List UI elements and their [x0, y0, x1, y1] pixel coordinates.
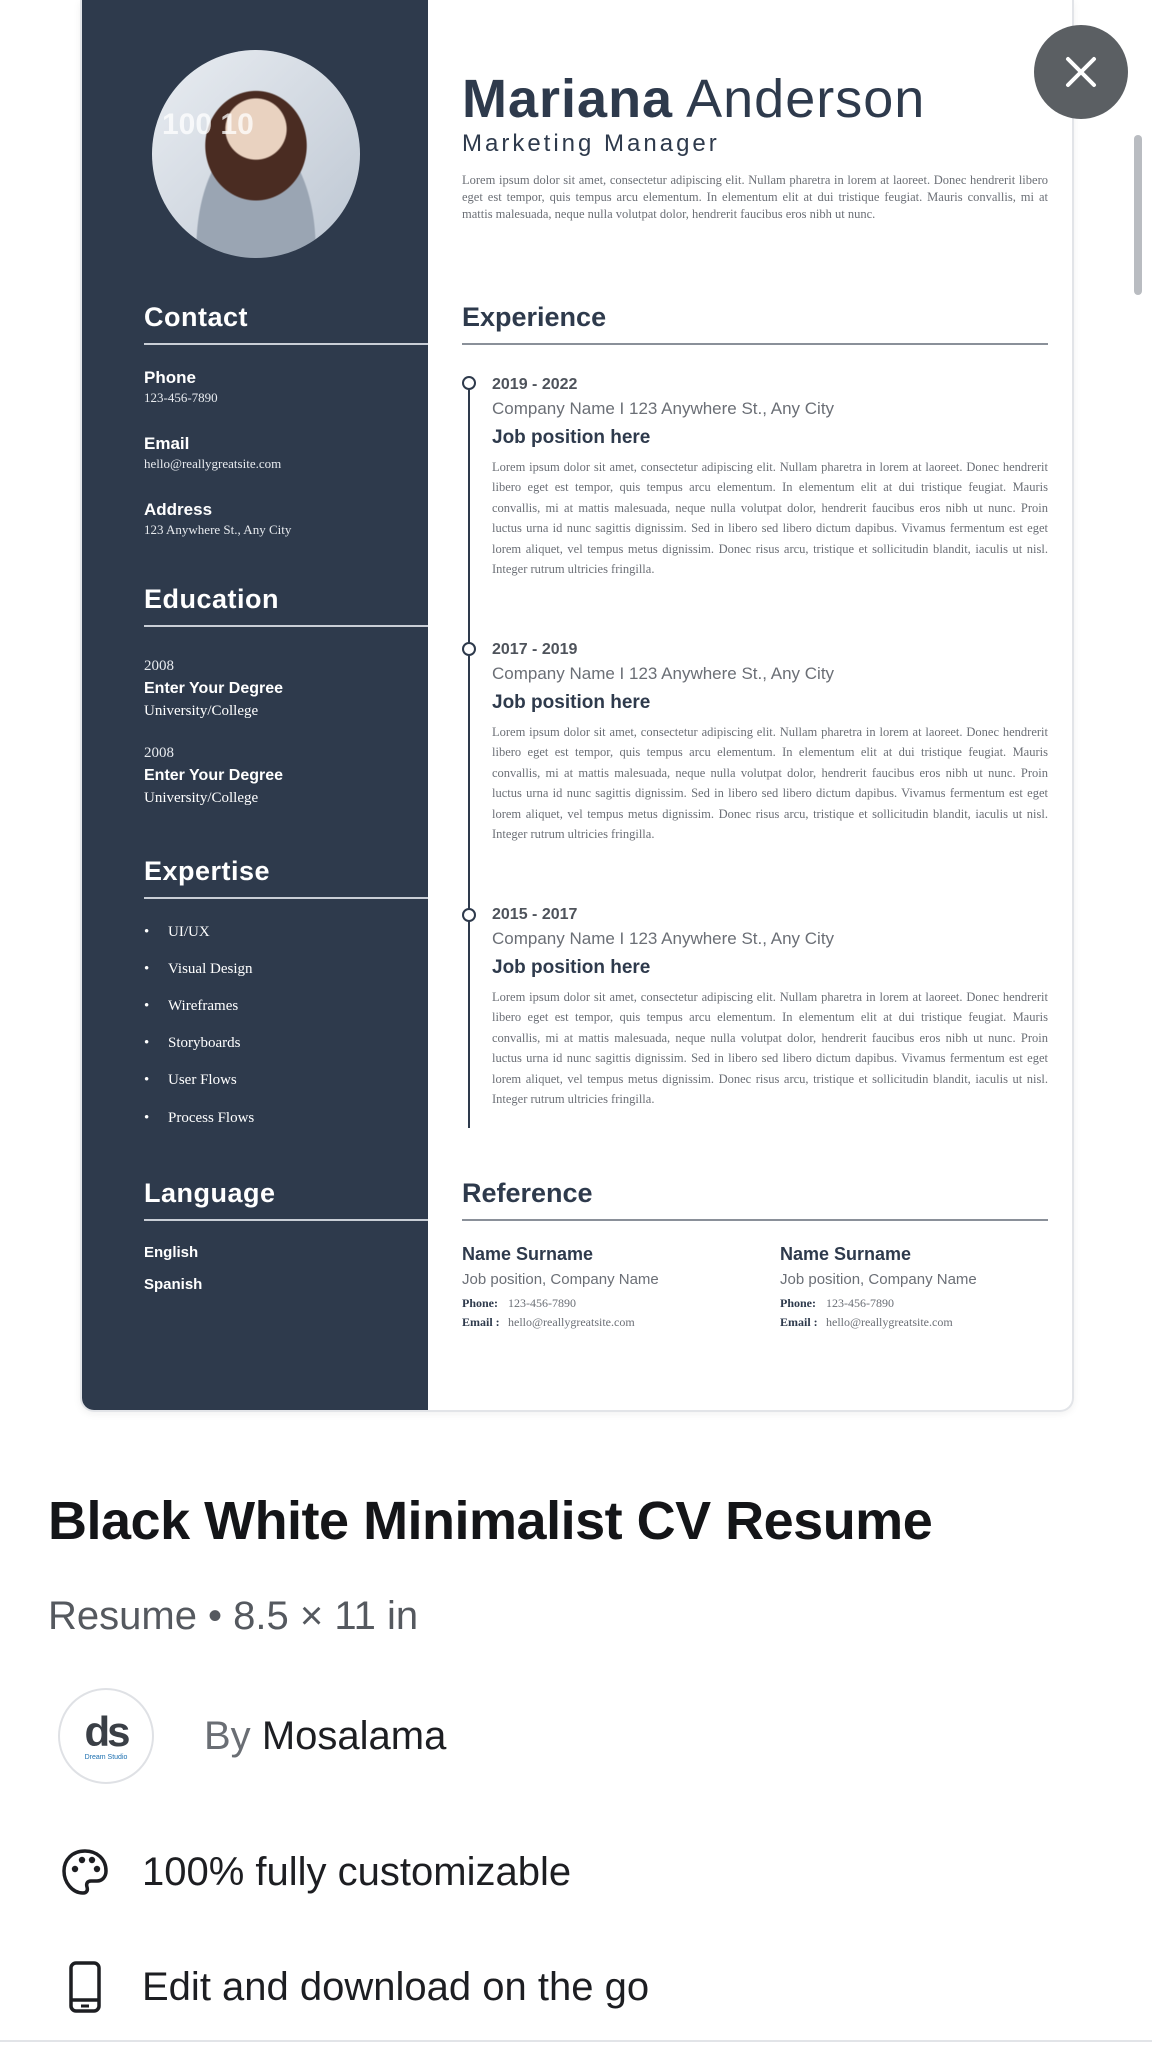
reference-phone-value: 123-456-7890	[826, 1296, 894, 1310]
reference-email	[780, 1315, 1070, 1330]
expertise-item: • Visual Design	[144, 961, 253, 978]
experience-description: Lorem ipsum dolor sit amet, consectetur adipiscing elit. Nullam pharetra in lorem at laoreet. Donec hendrerit libero eget est tempor, quis tempus arcu elementum. In elementum elit at dui tristique feugiat. Mauris convallis, mi at mattis malesuada, neque nulla volutpat dolor, hendrerit faucibus eros nibh ut nunc. Proin luctus urna id nunc sagittis dignissim. Sed in libero sed libero dictum dapibus. Vivamus fermentum est eget lorem aliquet, vel tempus metus dignissim. Donec risus arcu, tristique et sollicitudin blandit, iaculis ut nisl. Integer rutrum ultricies fringilla.	[492, 725, 1048, 842]
feature-label: 100% fully customizable	[142, 1849, 572, 1894]
first-name: Mariana	[462, 69, 674, 129]
timeline-dot	[462, 376, 476, 390]
resume-sidebar	[82, 0, 428, 1412]
education-degree: Enter Your Degree	[144, 680, 284, 697]
author-name[interactable]	[204, 1714, 446, 1759]
author-logo	[84, 1707, 128, 1755]
phone-icon	[58, 1960, 112, 2014]
reference-email-label: Email :	[780, 1315, 818, 1329]
reference-phone-value: 123-456-7890	[508, 1296, 576, 1310]
experience-title: Job position here	[492, 427, 651, 448]
author-logo-text: ds	[84, 1707, 128, 1755]
reference-entry	[462, 1244, 752, 1330]
author-logo-subtitle: Dream Studio	[84, 1753, 128, 1761]
experience-title: Job position here	[492, 957, 651, 978]
expertise-item: • UI/UX	[144, 924, 210, 941]
last-name: Anderson	[686, 69, 926, 129]
expertise-item: • Wireframes	[144, 998, 238, 1015]
timeline-dot	[462, 642, 476, 656]
language-item: Spanish	[144, 1276, 203, 1293]
reference-entry	[780, 1244, 1070, 1330]
experience-years: 2015 - 2017	[492, 906, 578, 923]
education-school: University/College	[144, 790, 259, 806]
education-year: 2008	[144, 658, 174, 674]
resume-role: Marketing Manager	[462, 130, 720, 157]
author-by-label: By	[204, 1713, 251, 1758]
contact-heading: Contact	[144, 302, 428, 345]
reference-phone-label: Phone:	[780, 1296, 816, 1310]
phone-label: Phone	[144, 368, 196, 387]
experience-description: Lorem ipsum dolor sit amet, consectetur adipiscing elit. Nullam pharetra in lorem at laoreet. Donec hendrerit libero eget est tempor, quis tempus arcu elementum. In elementum elit at dui tristique feugiat. Mauris convallis, mi at mattis malesuada, neque nulla volutpat dolor, hendrerit faucibus eros nibh ut nunc. Proin luctus urna id nunc sagittis dignissim. Sed in libero sed libero dictum dapibus. Vivamus fermentum est eget lorem aliquet, vel tempus metus dignissim. Donec risus arcu, tristique et sollicitudin blandit, iaculis ut nisl. Integer rutrum ultricies fringilla.	[492, 990, 1048, 1107]
feature-label: Edit and download on the go	[142, 1964, 650, 2009]
resume-name	[462, 68, 925, 130]
education-heading: Education	[144, 584, 428, 627]
education-year: 2008	[144, 745, 174, 761]
author-row[interactable]	[58, 1688, 446, 1784]
reference-name: Name Surname	[462, 1244, 594, 1264]
template-meta: Resume • 8.5 × 11 in	[48, 1594, 419, 1638]
reference-email	[462, 1315, 752, 1330]
reference-phone	[462, 1296, 752, 1311]
photo-background-text: 100 10	[162, 108, 254, 141]
experience-company: Company Name I 123 Anywhere St., Any City	[492, 664, 835, 683]
address-label: Address	[144, 500, 213, 519]
expertise-heading: Expertise	[144, 856, 428, 899]
reference-phone-label: Phone:	[462, 1296, 498, 1310]
expertise-item: • Process Flows	[144, 1110, 254, 1127]
language-item: English	[144, 1244, 199, 1261]
feature-mobile	[58, 1960, 649, 2014]
close-button[interactable]	[1034, 25, 1128, 119]
resume-preview[interactable]	[80, 0, 1074, 1412]
feature-customizable	[58, 1845, 571, 1899]
author-avatar[interactable]	[58, 1688, 154, 1784]
reference-position: Job position, Company Name	[462, 1271, 659, 1288]
reference-name: Name Surname	[780, 1244, 912, 1264]
education-school: University/College	[144, 703, 259, 719]
close-icon	[1064, 55, 1098, 89]
experience-title: Job position here	[492, 692, 651, 713]
experience-timeline	[468, 380, 470, 1128]
language-heading: Language	[144, 1178, 428, 1221]
experience-years: 2019 - 2022	[492, 376, 578, 393]
expertise-item: • Storyboards	[144, 1035, 241, 1052]
experience-years: 2017 - 2019	[492, 641, 578, 658]
reference-email-label: Email :	[462, 1315, 500, 1329]
author-name-value: Mosalama	[261, 1713, 447, 1758]
email-value: hello@reallygreatsite.com	[144, 456, 282, 471]
reference-email-value: hello@reallygreatsite.com	[826, 1315, 953, 1329]
timeline-dot	[462, 908, 476, 922]
experience-company: Company Name I 123 Anywhere St., Any City	[492, 929, 835, 948]
reference-position: Job position, Company Name	[780, 1271, 977, 1288]
experience-company: Company Name I 123 Anywhere St., Any City	[492, 399, 835, 418]
divider	[0, 2040, 1152, 2042]
experience-heading: Experience	[462, 302, 1048, 345]
scrollbar-thumb[interactable]	[1134, 135, 1142, 295]
template-title: Black White Minimalist CV Resume	[48, 1491, 933, 1551]
phone-value: 123-456-7890	[144, 390, 218, 405]
reference-email-value: hello@reallygreatsite.com	[508, 1315, 635, 1329]
address-value: 123 Anywhere St., Any City	[144, 522, 292, 537]
experience-description: Lorem ipsum dolor sit amet, consectetur adipiscing elit. Nullam pharetra in lorem at laoreet. Donec hendrerit libero eget est tempor, quis tempus arcu elementum. In elementum elit at dui tristique feugiat. Mauris convallis, mi at mattis malesuada, neque nulla volutpat dolor, hendrerit faucibus eros nibh ut nunc. Proin luctus urna id nunc sagittis dignissim. Sed in libero sed libero dictum dapibus. Vivamus fermentum est eget lorem aliquet, vel tempus metus dignissim. Donec risus arcu, tristique et sollicitudin blandit, iaculis ut nisl. Integer rutrum ultricies fringilla.	[492, 460, 1048, 577]
profile-photo	[152, 50, 360, 258]
reference-phone	[780, 1296, 1070, 1311]
reference-heading: Reference	[462, 1178, 1048, 1221]
education-degree: Enter Your Degree	[144, 767, 284, 784]
resume-intro: Lorem ipsum dolor sit amet, consectetur adipiscing elit. Nullam pharetra in lorem at laoreet. Donec hendrerit libero eget est tempor, quis tempus arcu elementum. In elementum elit at dui tristique feugiat. Mauris convallis, mi at mattis malesuada, neque nulla volutpat dolor, hendrerit faucibus eros nibh ut nunc.	[462, 173, 1048, 221]
expertise-item: • User Flows	[144, 1072, 237, 1089]
email-label: Email	[144, 434, 190, 453]
palette-icon	[58, 1845, 112, 1899]
